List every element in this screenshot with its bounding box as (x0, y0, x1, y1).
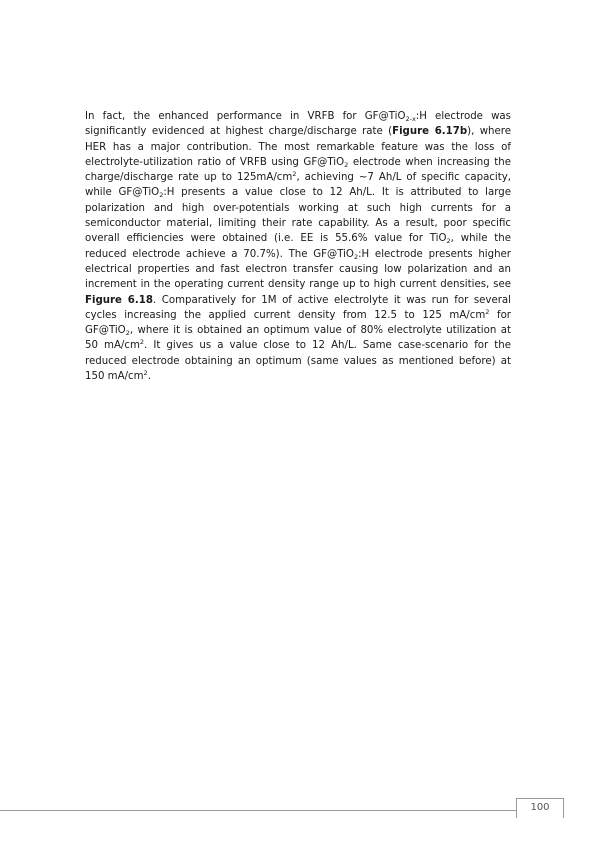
subscript: 2 (353, 252, 359, 261)
figure-reference: Figure 6.18 (85, 294, 153, 306)
text-run: . (147, 371, 151, 383)
text-run: , while the reduced electrode achieve a 70.7%). The GF@TiO (85, 233, 512, 260)
subscript: 2 (125, 329, 130, 338)
text-run: :H electrode was significantly evidenced at highest charge/discharge rate ( (85, 111, 511, 138)
text-run: electrode when increasing the charge/discharge rate up to 125mA/cm (85, 156, 511, 184)
text-run: ), where HER has a major contribution. The most remarkable feature was the loss of electrolyte-utilization ratio of VRFB using GF@TiO (85, 126, 512, 168)
text-run: , where it is obtained an optimum value of 80% electrolyte utilization at 50 mA/cm (85, 325, 511, 352)
superscript: 2 (485, 307, 490, 316)
subscript: 2 (159, 191, 164, 200)
text-run: In fact, the enhanced performance in VRFB for GF@TiO (85, 111, 406, 122)
subscript: 2 (344, 160, 349, 169)
subscript: 2-x (405, 115, 416, 123)
page-number-box (516, 798, 564, 818)
text-run: . Comparatively for 1M of active electrolyte it was run for several cycles increasing the applied current density from 12.5 to 125 mA/cm (85, 294, 511, 321)
text-run: . It gives us a value close to 12 Ah/L. Same case-scenario for the reduced electrode obtaining an optimum (same values as mentioned before) at 150 mA/cm (85, 340, 511, 383)
page-number: 100 (530, 802, 550, 813)
superscript: 2 (143, 369, 148, 378)
subscript: 2 (446, 237, 451, 246)
text-run: , achieving ~7 Ah/L of specific capacity, while GF@TiO (85, 172, 511, 199)
text-run: for GF@TiO (85, 309, 511, 337)
figure-reference: Figure 6.17b (392, 126, 468, 138)
body-paragraph (85, 109, 511, 384)
superscript: 2 (139, 338, 145, 347)
superscript: 2 (292, 170, 297, 179)
text-run: :H electrode presents higher electrical properties and fast electron transfer causing low polarization and an increment in the operating current density range up to high current densities, see (85, 248, 511, 291)
footer-rule (0, 810, 516, 811)
text-run: :H presents a value close to 12 Ah/L. It is attributed to large polarization and high over-potentials working at such high currents for a semiconductor material, limiting their rate capability. As a result, poor specific overall efficiencies were obtained (i.e. EE is 55.6% value for TiO (85, 187, 512, 245)
